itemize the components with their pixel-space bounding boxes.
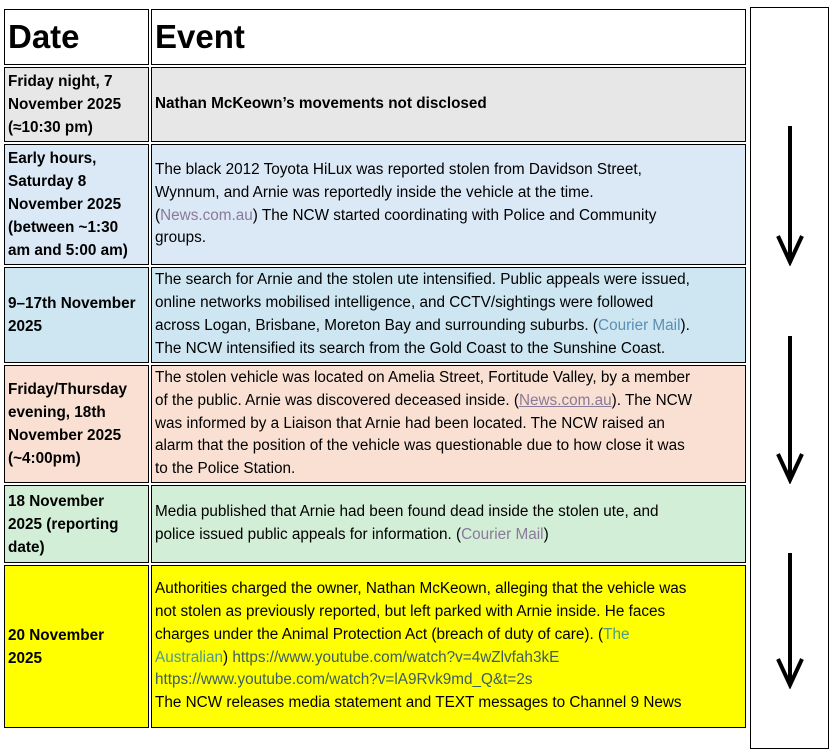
source-link[interactable]: Courier Mail	[461, 526, 544, 543]
date-cell: Early hours, Saturday 8 November 2025 (between ~1:30 am and 5:00 am)	[4, 144, 149, 265]
timeline-table	[2, 7, 748, 730]
event-cell: The stolen vehicle was located on Amelia Street, Fortitude Valley, by a member of the public. Arnie was discovered deceased inside. (News.com.au). The NCW was informed by a Liaison that Arnie had been located. The NCW raised an alarm that the position of the vehicle was questionable due to how close it was to the Police Station.	[151, 365, 746, 483]
table-row	[4, 267, 746, 363]
arrow-column	[750, 7, 829, 749]
down-arrow-icon	[772, 551, 808, 689]
event-cell: Media published that Arnie had been found dead inside the stolen ute, and police issued public appeals for information. (Courier Mail)	[151, 485, 746, 563]
date-cell: Friday/Thursday evening, 18th November 2025 (~4:00pm)	[4, 365, 149, 483]
youtube-link[interactable]: https://www.youtube.com/watch?v=4wZlvfah3kE	[232, 648, 560, 666]
table-row	[4, 485, 746, 563]
down-arrow-icon	[772, 334, 808, 484]
table-row	[4, 565, 746, 728]
event-cell: The search for Arnie and the stolen ute intensified. Public appeals were issued, online networks mobilised intelligence, and CCTV/sightings were followed across Logan, Brisbane, Moreton Bay and surrounding suburbs. (Courier Mail). The NCW intensified its search from the Gold Coast to the Sunshine Coast.	[151, 267, 746, 363]
date-cell: 20 November 2025	[4, 565, 149, 728]
header-row	[4, 9, 746, 65]
source-link[interactable]: News.com.au	[160, 206, 253, 224]
table-row	[4, 67, 746, 142]
date-cell: 18 November 2025 (reporting date)	[4, 485, 149, 563]
down-arrow-icon	[772, 124, 808, 266]
table-row	[4, 365, 746, 483]
event-cell: Authorities charged the owner, Nathan McKeown, alleging that the vehicle was not stolen as previously reported, but left parked with Arnie inside. He faces charges under the Animal Protection Act (breach of duty of care). (The Australian) https://www.youtube.com/watch?v=4wZlvfah3kE https://www.youtube.com/watch?v=lA9Rvk9md_Q&t=2s The NCW releases media statement and TEXT messages to Channel 9 News	[151, 565, 746, 728]
source-link[interactable]: News.com.au	[518, 391, 612, 409]
event-cell: The black 2012 Toyota HiLux was reported stolen from Davidson Street, Wynnum, and Arnie was reportedly inside the vehicle at the time. (News.com.au) The NCW started coordinating with Police and Community groups.	[151, 144, 746, 265]
event-header: Event	[151, 9, 746, 65]
source-link[interactable]: Courier Mail	[598, 317, 681, 334]
event-cell: Nathan McKeown’s movements not disclosed	[151, 67, 746, 142]
table-row	[4, 144, 746, 265]
youtube-link[interactable]: https://www.youtube.com/watch?v=lA9Rvk9md_Q&t=2s	[155, 671, 533, 689]
source-link[interactable]: The	[603, 625, 630, 643]
source-link-cont[interactable]: Australian	[155, 648, 224, 666]
date-header: Date	[4, 9, 149, 65]
date-cell: 9–17th November 2025	[4, 267, 149, 363]
date-cell: Friday night, 7 November 2025 (≈10:30 pm)	[4, 67, 149, 142]
